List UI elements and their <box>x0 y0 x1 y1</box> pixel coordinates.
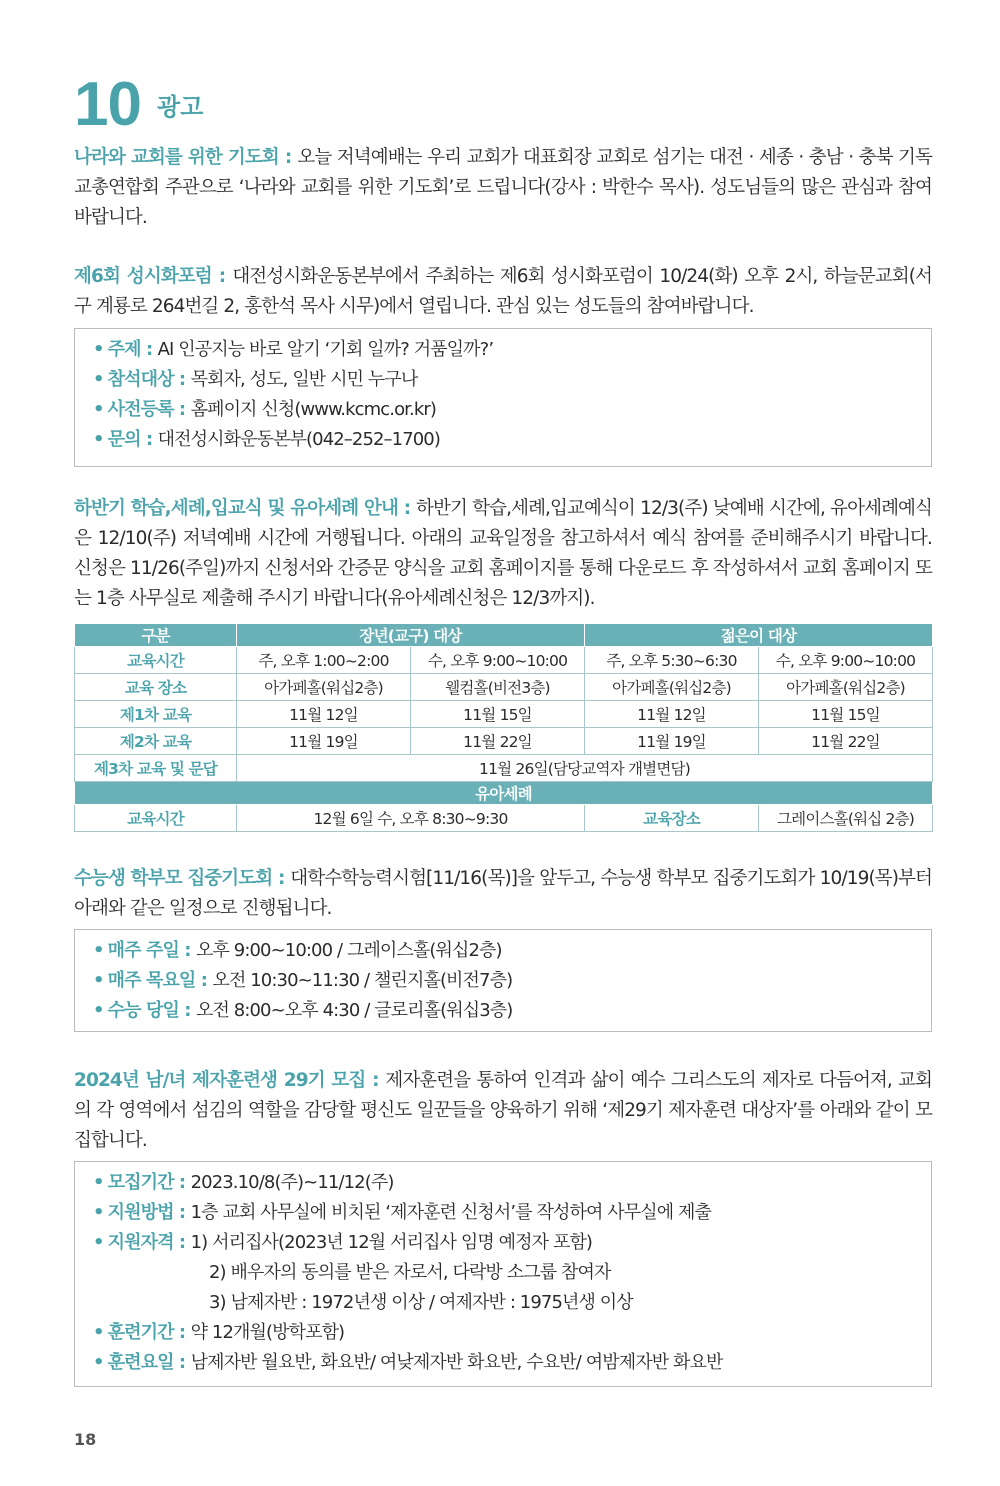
forum-details-box <box>74 328 932 467</box>
list-item: • 문의 : 대전성시화운동본부(042–252–1700) <box>93 429 440 450</box>
table-row: 제2차 교육 11월 19일 11월 22일 11월 19일 11월 22일 <box>75 728 933 755</box>
list-item: • 지원방법 : 1층 교회 사무실에 비치된 ‘제자훈련 신청서’를 작성하여 사무실에 제출 <box>93 1202 712 1223</box>
notice-forum <box>74 262 932 322</box>
prayer-schedule-box <box>74 929 932 1032</box>
notice-discipleship <box>74 1066 932 1156</box>
notice-title: 2024년 남/녀 제자훈련생 29기 모집 : <box>74 1070 386 1091</box>
list-item: 2) 배우자의 동의를 받은 자로서, 다락방 소그룹 참여자 <box>209 1262 611 1283</box>
table-row: 교육 장소 아가페홀(워십2층) 웰컴홀(비전3층) 아가페홀(워십2층) 아가페홀(워십2층) <box>75 674 933 701</box>
table-header-row: 유아세례 <box>75 782 933 805</box>
notice-body: 오늘 저녁예배는 우리 교회가 대표회장 교회로 섬기는 대전 · 세종 · 충남 · 충북 기독교총연합회 주관으로 ‘나라와 교회를 위한 기도회’로 드립니다(강사 : 박한수 목사). 성도님들의 많은 관심과 참여 바랍니다. <box>74 147 933 228</box>
notice-title: 나라와 교회를 위한 기도회 : <box>74 147 298 168</box>
section-heading <box>74 66 204 139</box>
notice-body: 대전성시화운동본부에서 주최하는 제6회 성시화포럼이 10/24(화) 오후 2시, 하늘문교회(서구 계룡로 264번길 2, 홍한석 목사 시무)에서 열립니다. 관심 있는 성도들의 참여바랍니다. <box>74 266 933 317</box>
list-item: • 사전등록 : 홈페이지 신청(www.kcmc.or.kr) <box>93 399 437 420</box>
notice-title: 하반기 학습,세례,입교식 및 유아세례 안내 : <box>74 498 417 519</box>
table-row: 제1차 교육 11월 12일 11월 15일 11월 12일 11월 15일 <box>75 701 933 728</box>
list-item: • 매주 목요일 : 오전 10:30~11:30 / 챌린지홀(비전7층) <box>93 970 513 991</box>
section-title: 광고 <box>156 93 204 121</box>
list-item: • 훈련기간 : 약 12개월(방학포함) <box>93 1322 345 1343</box>
notice-body: 대학수학능력시험[11/16(목)]을 앞두고, 수능생 학부모 집중기도회가 10/19(목)부터 아래와 같은 일정으로 진행됩니다. <box>74 868 933 919</box>
list-item: • 모집기간 : 2023.10/8(주)~11/12(주) <box>93 1172 394 1193</box>
notice-parents-prayer <box>74 864 932 924</box>
notice-body: 제자훈련을 통하여 인격과 삶이 예수 그리스도의 제자로 다듬어져, 교회의 각 영역에서 섬김의 역할을 감당할 평신도 일꾼들을 양육하기 위해 ‘제29기 제자훈련 대상자’를 아래와 같이 모집합니다. <box>74 1070 932 1151</box>
section-number: 10 <box>74 70 141 139</box>
education-schedule-table <box>74 623 933 832</box>
list-item: • 수능 당일 : 오전 8:00~오후 4:30 / 글로리홀(워십3층) <box>93 1000 513 1021</box>
notice-title: 수능생 학부모 집중기도회 : <box>74 868 291 889</box>
table-row: 제3차 교육 및 문답 11월 26일(담당교역자 개별면담) <box>75 755 933 782</box>
list-item: • 지원자격 : 1) 서리집사(2023년 12월 서리집사 임명 예정자 포함) <box>93 1232 593 1253</box>
notice-title: 제6회 성시화포럼 : <box>74 266 233 287</box>
list-item: • 훈련요일 : 남제자반 월요반, 화요반/ 여낮제자반 화요반, 수요반/ 여밤제자반 화요반 <box>93 1352 723 1373</box>
table-row: 교육시간 12월 6일 수, 오후 8:30~9:30 교육장소 그레이스홀(워십 2층) <box>75 805 933 832</box>
page-number: 18 <box>74 1430 97 1449</box>
list-item: • 주제 : AI 인공지능 바로 알기 ‘기회 일까? 거품일까?’ <box>93 339 494 360</box>
table-row: 교육시간 주, 오후 1:00~2:00 수, 오후 9:00~10:00 주, 오후 5:30~6:30 수, 오후 9:00~10:00 <box>75 647 933 674</box>
notice-prayer-meeting <box>74 143 932 233</box>
list-item: • 매주 주일 : 오후 9:00~10:00 / 그레이스홀(워십2층) <box>93 940 502 961</box>
notice-baptism <box>74 494 932 614</box>
list-item: 3) 남제자반 : 1972년생 이상 / 여제자반 : 1975년생 이상 <box>209 1292 633 1313</box>
notice-body: 하반기 학습,세례,입교예식이 12/3(주) 낮예배 시간에, 유아세례예식은 12/10(주) 저녁예배 시간에 거행됩니다. 아래의 교육일정을 참고하셔서 예식 참여를 준비해주시기 바랍니다. 신청은 11/26(주일)까지 신청서와 간증문 양식을 교회 홈페이지를 통해 다운로드 후 작성하셔서 교회 홈페이지 또는 1층 사무실로 제출해 주시기 바랍니다(유아세례신청은 12/3까지). <box>74 498 932 609</box>
discipleship-details-box <box>74 1161 932 1387</box>
table-header-row: 구분 장년(교구) 대상 젊은이 대상 <box>75 624 933 647</box>
list-item: • 참석대상 : 목회자, 성도, 일반 시민 누구나 <box>93 369 418 390</box>
